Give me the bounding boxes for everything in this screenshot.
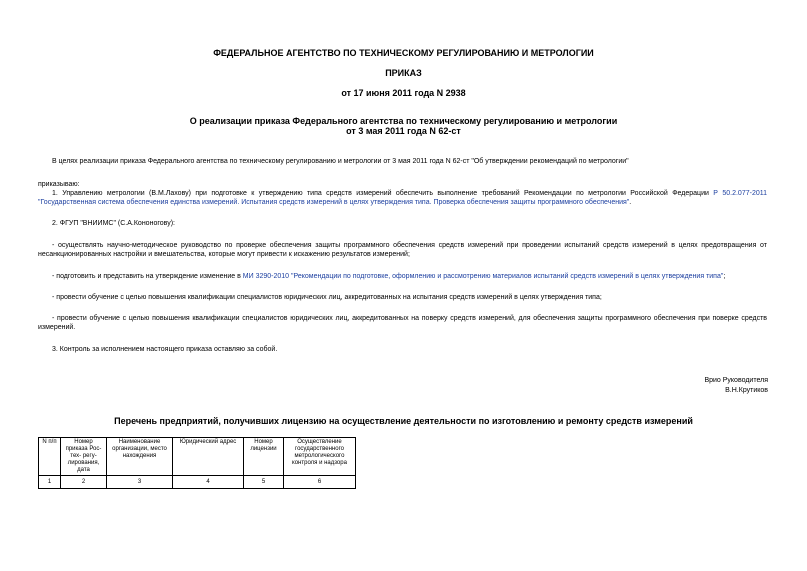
bullet-2-text: - подготовить и представить на утверждение изменение в: [52, 273, 241, 280]
bullet-1: - осуществлять научно-методическое руководство по проверке обеспечения защиты программного обеспечения средств измерений при проведении испытаний средств измерений в целях предотвращения от несанкционированных настройки и вмешательства, которые могут привести к искажению результатов измерений;: [38, 242, 767, 258]
mi-3290-link[interactable]: МИ 3290-2010 "Рекомендации по подготовке, оформлению и рассмотрению материалов испытаний средств измерений в целях утверждения типа": [242, 273, 724, 280]
recommendation-link[interactable]: Р 50.2.077-2011 "Государственная система обеспечения единства измерений. Испытания средств измерений в целях утверждения типа. Проверка обеспечения защиты программного обеспечения": [38, 190, 767, 206]
header-cell: N п/п: [39, 438, 61, 476]
table-number-row: [39, 476, 356, 489]
bullet-3: - провести обучение с целью повышения квалификации специалистов юридических лиц, аккредитованных на испытания средств измерений в целях утверждения типа;: [52, 294, 602, 301]
paragraph-2: 2. ФГУП "ВНИИМС" (С.А.Кононогову):: [52, 220, 175, 227]
paragraph-1: [38, 189, 767, 207]
table-title: Перечень предприятий, получивших лицензию на осуществление деятельности по изготовлению и ремонту средств измерений: [114, 416, 693, 426]
bullet-2-end: ;: [723, 273, 726, 280]
header-cell: Номер лицензии: [244, 438, 284, 476]
subject-line-1: О реализации приказа Федерального агентства по техническому регулированию и метрологии: [189, 116, 618, 126]
license-table: [38, 437, 356, 489]
bullet-4: - провести обучение с целью повышения квалификации специалистов юридических лиц, аккредитованных на поверку средств измерений, для обеспечения защиты программного обеспечения при поверке средств измерений.: [38, 315, 767, 331]
number-cell: 2: [61, 476, 107, 489]
header-cell: Номер приказа Рос- тех- регу- лирования, дата: [61, 438, 107, 476]
header-cell: Юридический адрес: [173, 438, 244, 476]
doc-type: ПРИКАЗ: [385, 68, 422, 78]
header-cell: Наименование организации, место нахождения: [107, 438, 173, 476]
intro-paragraph: В целях реализации приказа Федерального агентства по техническому регулированию и метрологии от 3 мая 2011 года N 62-ст "Об утверждении рекомендаций по метрологии": [52, 158, 629, 165]
agency-title: ФЕДЕРАЛЬНОЕ АГЕНТСТВО ПО ТЕХНИЧЕСКОМУ РЕГУЛИРОВАНИЮ И МЕТРОЛОГИИ: [213, 48, 594, 58]
doc-date-number: от 17 июня 2011 года N 2938: [341, 88, 466, 98]
number-cell: 6: [284, 476, 356, 489]
paragraph-1-text: 1. Управлению метрологии (В.М.Лахову) при подготовке к утверждению типа средств измерений обеспечить выполнение требований Рекомендации по метрологии Российской Федерации: [52, 190, 709, 197]
number-cell: 1: [39, 476, 61, 489]
paragraph-3: 3. Контроль за исполнением настоящего приказа оставляю за собой.: [52, 346, 278, 353]
number-cell: 3: [107, 476, 173, 489]
subject-line-2: от 3 мая 2011 года N 62-ст: [346, 126, 461, 136]
bullet-2: [52, 272, 772, 281]
signature-position: Врио Руководителя: [704, 377, 768, 384]
table-header-row: [39, 438, 356, 476]
number-cell: 4: [173, 476, 244, 489]
number-cell: 5: [244, 476, 284, 489]
signature-name: В.Н.Крутиков: [725, 387, 768, 394]
paragraph-1-end: .: [629, 199, 632, 206]
header-cell: Осуществление государственного метрологического контроля и надзора: [284, 438, 356, 476]
order-word: приказываю:: [38, 181, 80, 188]
